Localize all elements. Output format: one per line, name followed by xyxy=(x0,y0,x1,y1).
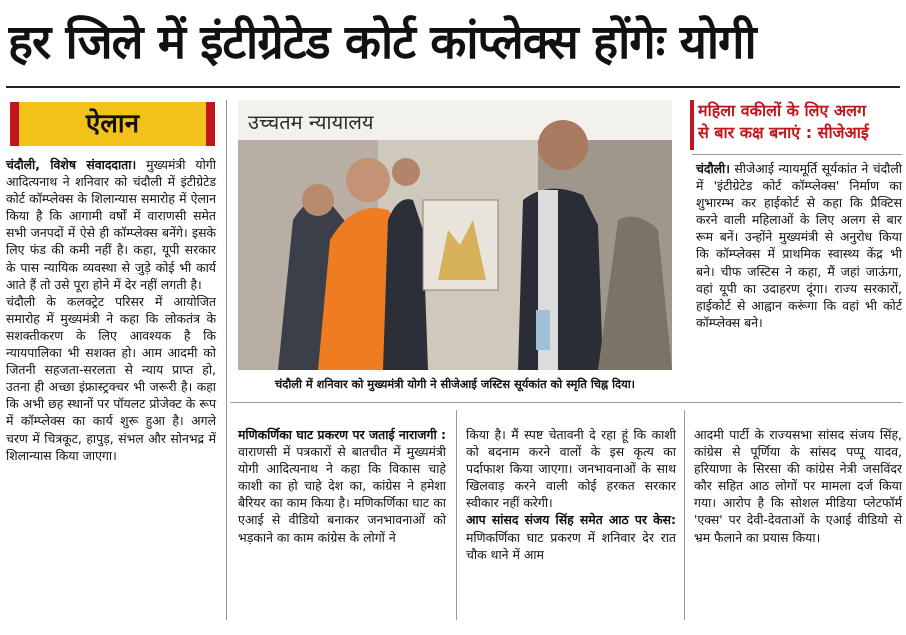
headline: हर जिले में इंटीग्रेटेड कोर्ट कांप्लेक्स होंगेः योगी xyxy=(8,15,756,70)
headline-rule xyxy=(6,86,900,88)
column-4 xyxy=(694,426,902,546)
column-3-text: मणिकर्णिका घाट प्रकरण में शनिवार देर रात चौक थाने में आम xyxy=(466,529,676,562)
column-3-subhead: आप सांसद संजय सिंह समेत आठ पर केस: xyxy=(466,512,676,528)
sidebar-heading xyxy=(698,100,902,144)
column-divider-2 xyxy=(456,410,457,620)
sidebar-accent xyxy=(690,100,694,150)
tag-label: ऐलान xyxy=(85,109,140,139)
news-photo xyxy=(238,100,672,370)
section-tag xyxy=(10,102,215,146)
column-2-text: वाराणसी में पत्रकारों से बातचीत में मुख्यमंत्री योगी आदित्यनाथ ने कहा कि विकास चाहे काशी का हो चाहे देश का, कांग्रेस ने हमेशा बैरियर का काम किया है। मणिकर्णिका घाट का एआई से वीडियो बनाकर जनभावनाओं को भड़काने का काम कांग्रेस के लोगों ने xyxy=(238,444,446,545)
column-2-subhead: मणिकर्णिका घाट प्रकरण पर जताई नाराजगी : xyxy=(238,427,446,442)
photo-illustration xyxy=(238,100,672,370)
column-4-paragraph: आदमी पार्टी के राज्यसभा सांसद संजय सिंह, कांग्रेस से पूर्णिया के सांसद पप्पू यादव, हरियाणा के सिरसा की कांग्रेस नेत्री जसविंदर कौर सहित आठ लोगों पर मामला दर्ज किया गया। आरोप है कि सोशल मीडिया प्लेटफॉर्म 'एक्स' पर देवी-देवताओं के एआई वीडियो से भ्रम फैलाने का प्रयास किया। xyxy=(694,427,902,545)
left-column-text-1: मुख्यमंत्री योगी आदित्यनाथ ने शनिवार को चंदौली में इंटीग्रेटेड कोर्ट कॉम्प्लेक्स के शिलान्यास समारोह में ऐलान किया है कि आगामी वर्षों में वाराणसी समेत सभी जनपदों में ऐसे ही कॉम्प्लेक्स बनेंगे। इसके लिए फंड की कमी नहीं है। कहा, यूपी सरकार के पास न्यायिक व्यवस्था से जुड़े कोई भी कार्य आते हैं तो उसे पूरा होने में देर नहीं लगती है। xyxy=(6,157,216,292)
sidebar-rule xyxy=(692,154,902,155)
column-3-paragraph-1: किया है। मैं स्पष्ट चेतावनी दे रहा हूं कि काशी को बदनाम करने वालों के इस कृत्य का पर्दाफाश किया जाएगा। जनभावनाओं के साथ खिलवाड़ करने वाली कोई हरकत सरकार स्वीकार नहीं करेगी। xyxy=(466,427,676,511)
column-2-paragraph xyxy=(238,426,446,546)
column-2 xyxy=(238,426,446,546)
column-3 xyxy=(466,426,676,563)
sidebar-dateline: चंदौली। xyxy=(696,161,730,176)
sidebar-text: सीजेआई न्यायमूर्ति सूर्यकांत ने चंदौली में 'इंटीग्रेटेड कोर्ट कॉम्प्लेक्स' निर्माण का शुभारम्भ कर हाईकोर्ट से कहा कि प्रैक्टिस करने वाली महिलाओं के लिए अलग से बार रूम बनें। उन्होंने मुख्यमंत्री से अनुरोध किया कि कॉम्प्लेक्स में प्राथमिक स्वास्थ्य केंद्र भी बने। चीफ जस्टिस ने कहा, मैं जहां जाऊंगा, वहां यूपी का उदाहरण दूंगा। राज्य सरकारों, हाईकोर्ट से आह्वान करूंगा कि वहां भी कोर्ट कॉम्प्लेक्स बने। xyxy=(696,161,902,330)
column-3-paragraph-2 xyxy=(466,511,676,562)
tag-left-bar xyxy=(10,102,19,146)
sidebar-body xyxy=(696,160,902,331)
sidebar-heading-line-1: महिला वकीलों के लिए अलग xyxy=(698,101,867,120)
left-column-para-1 xyxy=(6,156,216,293)
photo-banner-text: उच्चतम न्यायालय xyxy=(248,110,374,134)
sidebar-paragraph xyxy=(696,160,902,331)
column-divider-3 xyxy=(684,410,685,620)
sidebar-heading-line-2: से बार कक्ष बनाएं : सीजेआई xyxy=(698,123,869,142)
tag-right-bar xyxy=(206,102,215,146)
dateline: चंदौली, विशेष संवाददाता। xyxy=(6,157,137,172)
left-column xyxy=(6,156,216,464)
horizontal-divider xyxy=(230,402,902,403)
column-divider-1 xyxy=(226,100,227,620)
left-column-para-2: चंदौली के कलक्ट्रेट परिसर में आयोजित समारोह में मुख्यमंत्री ने कहा कि लोकतंत्र के सशक्तीकरण के लिए आवश्यक है कि न्यायपालिका भी सशक्त हो। आम आदमी को जितनी सहजता-सरलता से न्याय प्राप्त हो, उतना ही अच्छा इंफ्रास्ट्रक्चर भी जरूरी है। कहा कि अभी छह स्थानों पर पॉयलट प्रोजेक्ट के रूप में कॉम्प्लेक्स का कार्य शुरू हुआ है। अगले चरण में चित्रकूट, हापुड़, संभल और सोनभद्र में शिलान्यास किया जाएगा। xyxy=(6,293,216,463)
photo-caption: चंदौली में शनिवार को मुख्यमंत्री योगी ने सीजेआई जस्टिस सूर्यकांत को स्मृति चिह्न दिया। xyxy=(275,377,635,391)
